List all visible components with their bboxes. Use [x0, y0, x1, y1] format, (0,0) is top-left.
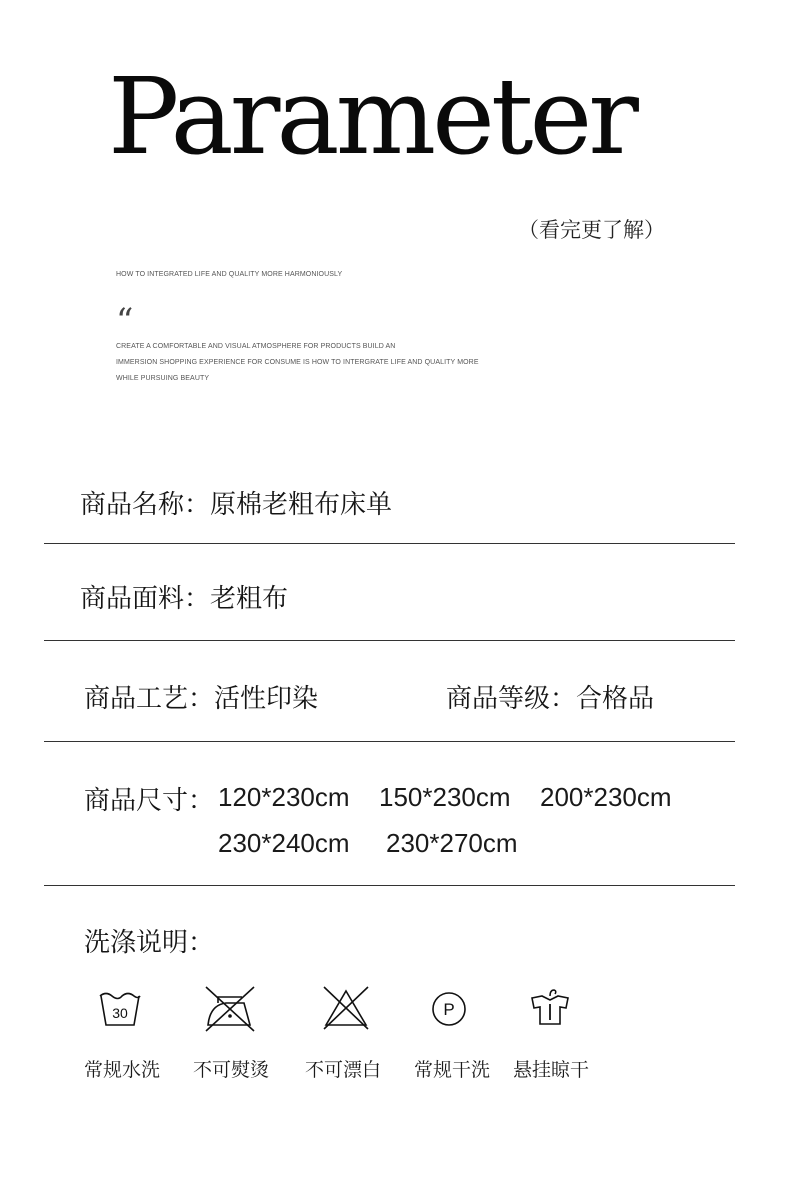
quote-mark-icon: “: [116, 301, 134, 341]
size-option: 200*230cm: [540, 782, 672, 812]
care-label-no-bleach: 不可漂白: [305, 1059, 382, 1081]
product-craft: 商品工艺：活性印染: [84, 684, 319, 714]
product-name: 商品名称：原棉老粗布床单: [80, 490, 393, 520]
quote-line: CREATE A COMFORTABLE AND VISUAL ATMOSPHERE FOR PRODUCTS BUILD AN: [116, 343, 396, 350]
divider: [44, 885, 735, 886]
no-iron-icon: [204, 985, 256, 1033]
no-bleach-icon: [322, 985, 370, 1031]
size-option: 230*240cm: [218, 828, 350, 858]
divider: [44, 640, 735, 641]
dry-clean-p-icon: [430, 990, 468, 1028]
care-label-no-iron: 不可熨烫: [193, 1059, 270, 1081]
divider: [44, 741, 735, 742]
care-label-hang-dry: 悬挂晾干: [513, 1059, 590, 1081]
size-option: 230*270cm: [386, 828, 518, 858]
quote-line: IMMERSION SHOPPING EXPERIENCE FOR CONSUME IS HOW TO INTERGRATE LIFE AND QUALITY MORE: [116, 359, 479, 366]
page-title: Parameter: [108, 55, 635, 178]
size-label: 商品尺寸：: [84, 786, 215, 816]
care-label-dry-clean: 常规干洗: [414, 1059, 491, 1081]
dry-clean-letter: P: [443, 1000, 455, 1019]
size-option: 120*230cm: [218, 782, 350, 812]
product-grade: 商品等级：合格品: [446, 684, 655, 714]
care-label-wash: 常规水洗: [84, 1059, 161, 1081]
wash-temp: 30: [112, 1005, 128, 1021]
quote-line: WHILE PURSUING BEAUTY: [116, 375, 210, 382]
size-option: 150*230cm: [379, 782, 511, 812]
divider: [44, 543, 735, 544]
subtitle: （看完更了解）: [518, 218, 665, 242]
product-fabric: 商品面料：老粗布: [80, 584, 289, 614]
care-title: 洗涤说明：: [84, 928, 215, 958]
wash-30-icon: [98, 990, 142, 1028]
tagline: HOW TO INTEGRATED LIFE AND QUALITY MORE HARMONIOUSLY: [116, 271, 343, 278]
hang-dry-icon: [528, 986, 572, 1028]
